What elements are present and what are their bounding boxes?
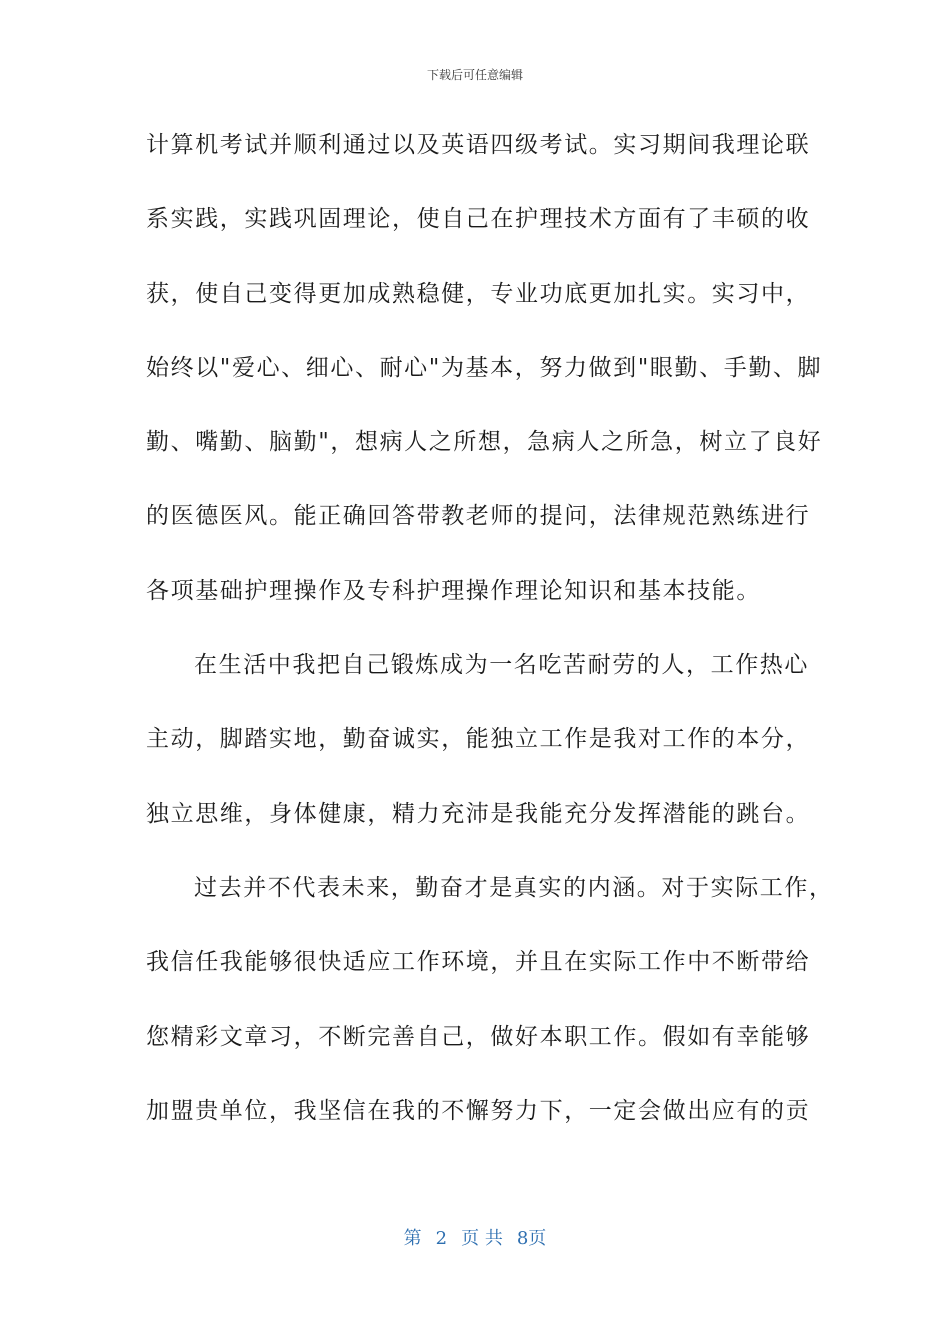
footer-label-page: 第: [403, 1228, 422, 1249]
footer-label-of: 页 共: [461, 1228, 503, 1249]
current-page-number: 2: [435, 1228, 448, 1249]
document-body: [146, 118, 834, 1158]
text-line: 计算机考试并顺利通过以及英语四级考试。实习期间我理论联: [146, 132, 811, 158]
text-line: 系实践，实践巩固理论，使自己在护理技术方面有了丰硕的收: [146, 206, 811, 233]
text-line: 勤、嘴勤、脑勤"，想病人之所想，急病人之所急，树立了良好: [146, 429, 823, 456]
text-line: 各项基础护理操作及专科护理操作理论知识和基本技能。: [146, 577, 761, 604]
text-line: 主动，脚踏实地，勤奋诚实，能独立工作是我对工作的本分，: [146, 726, 811, 753]
text-line: 获，使自己变得更加成熟稳健，专业功底更加扎实。实习中，: [146, 280, 811, 307]
text-line: 您精彩文章习，不断完善自己，做好本职工作。假如有幸能够: [146, 1023, 811, 1050]
text-line: 我信任我能够很快适应工作环境，并且在实际工作中不断带给: [146, 949, 811, 976]
paragraph-start-line: 过去并不代表未来，勤奋才是真实的内涵。对于实际工作，: [194, 874, 834, 901]
text-line: 的医德医风。能正确回答带教老师的提问，法律规范熟练进行: [146, 503, 811, 530]
text-line: 始终以"爱心、细心、耐心"为基本，努力做到"眼勤、手勤、脚: [146, 354, 823, 381]
total-pages: 8页: [516, 1228, 547, 1249]
page-footer: [0, 1225, 950, 1253]
paragraph-start-line: 在生活中我把自己锻炼成为一名吃苦耐劳的人，工作热心: [194, 652, 809, 679]
text-line: 独立思维，身体健康，精力充沛是我能充分发挥潜能的跳台。: [146, 800, 811, 827]
text-line: 加盟贵单位，我坚信在我的不懈努力下，一定会做出应有的贡: [146, 1097, 811, 1124]
page-header: 下载后可任意编辑: [426, 68, 523, 82]
